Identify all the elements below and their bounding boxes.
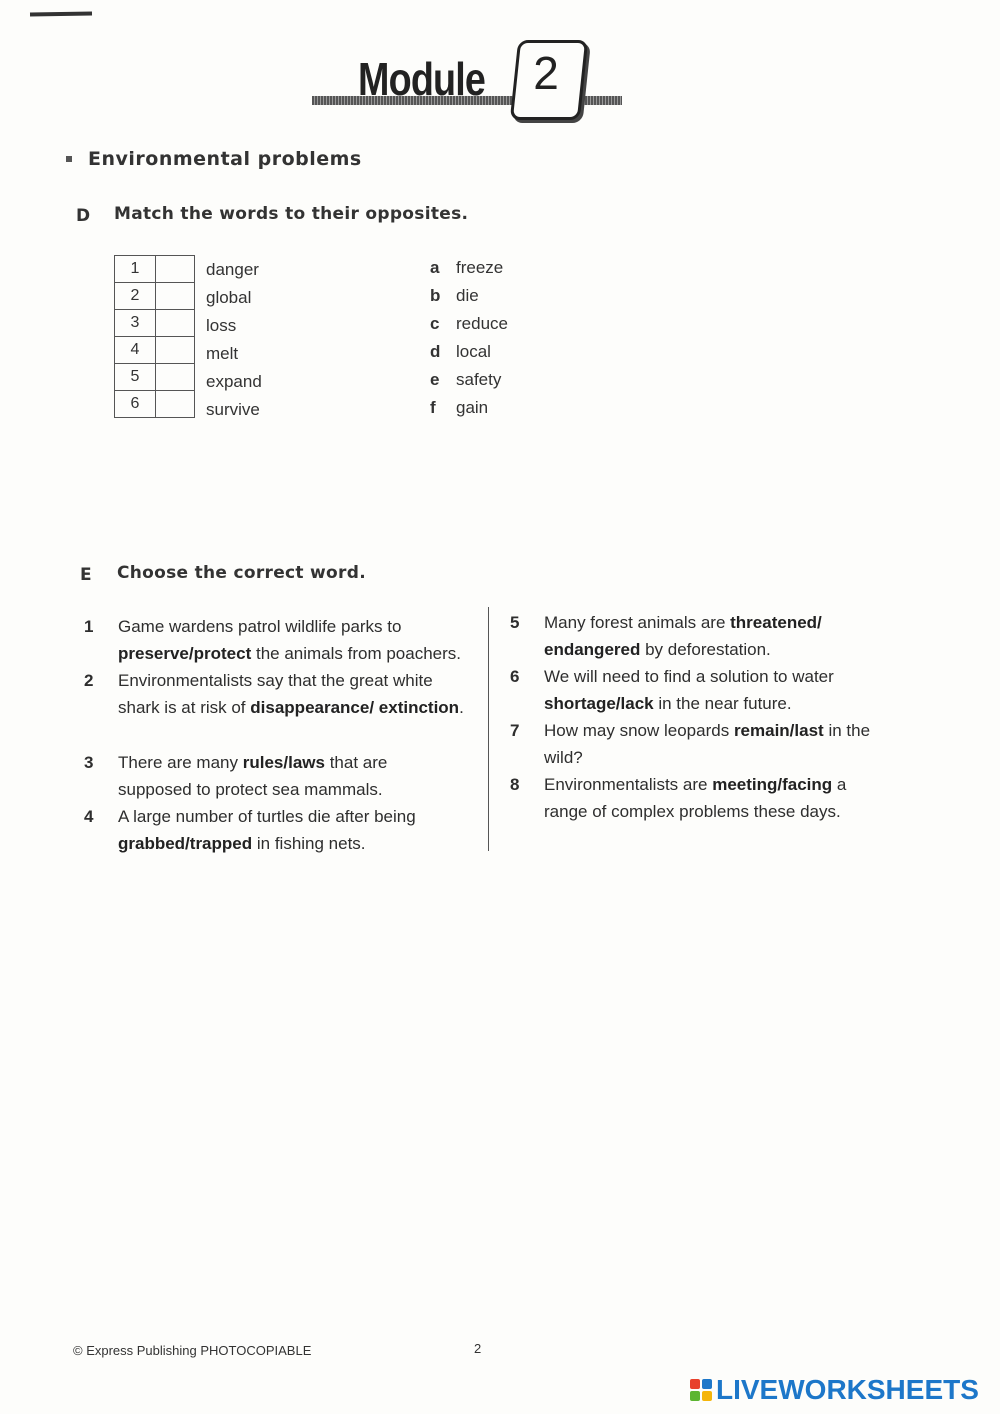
- question-post: in the near future.: [658, 694, 792, 713]
- liveworksheets-icon: [690, 1379, 712, 1401]
- option-word: die: [456, 286, 479, 305]
- match-answer-table: [114, 255, 195, 418]
- page-number: 2: [474, 1341, 482, 1356]
- module-number: 2: [533, 47, 559, 99]
- answer-box-3[interactable]: [156, 310, 195, 337]
- list-item: melt: [206, 344, 239, 363]
- question-text: [118, 803, 468, 857]
- choice-words[interactable]: shortage/lack: [544, 694, 654, 713]
- table-row: [115, 283, 195, 310]
- list-item: global: [206, 288, 252, 307]
- question-pre: Environmentalists are: [544, 775, 708, 794]
- list-item: [430, 284, 508, 312]
- answer-box-2[interactable]: [156, 283, 195, 310]
- opposites-list: [430, 256, 508, 424]
- answer-box-1[interactable]: [156, 256, 195, 283]
- row-number: 4: [115, 337, 156, 364]
- option-word: gain: [456, 398, 489, 417]
- question-pre: Environmentalists say that the great white shark is at risk of: [118, 671, 433, 717]
- list-item: danger: [206, 260, 259, 279]
- table-row: [115, 310, 195, 337]
- question-pre: There are many: [118, 753, 238, 772]
- option-word: freeze: [456, 258, 504, 277]
- question-pre: How may snow leopards: [544, 721, 730, 740]
- row-number: 2: [115, 283, 156, 310]
- option-letter: d: [430, 342, 441, 361]
- exercise-e-instruction: Choose the correct word.: [117, 563, 366, 583]
- section-bullet: [66, 156, 72, 162]
- question-text: [118, 667, 468, 721]
- question-number: 5: [510, 613, 520, 632]
- question-post: .: [459, 698, 464, 717]
- choice-words[interactable]: grabbed/trapped: [118, 834, 253, 853]
- question-number: 1: [84, 617, 94, 636]
- row-number: 6: [115, 391, 156, 418]
- question-pre: A large number of turtles die after being: [118, 807, 416, 826]
- row-number: 1: [115, 256, 156, 283]
- copyright-notice: © Express Publishing PHOTOCOPIABLE: [73, 1343, 312, 1358]
- question-text: [544, 663, 884, 717]
- question-number: 3: [84, 753, 94, 772]
- option-word: reduce: [456, 314, 508, 333]
- question-number: 4: [84, 807, 94, 826]
- logo-square-yellow: [702, 1391, 712, 1401]
- list-item: [430, 312, 508, 340]
- choice-words[interactable]: rules/laws: [242, 753, 325, 772]
- option-letter: c: [430, 314, 440, 333]
- question-post: a range of complex problems these days.: [544, 775, 847, 821]
- question-text: [544, 771, 886, 825]
- option-letter: e: [430, 370, 440, 389]
- question-post: that are supposed to protect sea mammals.: [118, 753, 388, 799]
- question-number: 7: [510, 721, 520, 740]
- question-post: in the wild?: [544, 721, 871, 767]
- word-list: [206, 258, 262, 426]
- choice-words[interactable]: remain/last: [733, 721, 824, 740]
- list-item: [430, 256, 508, 284]
- answer-box-4[interactable]: [156, 337, 195, 364]
- option-letter: f: [430, 398, 436, 417]
- question-post: in fishing nets.: [256, 834, 366, 853]
- row-number: 3: [115, 310, 156, 337]
- option-letter: a: [430, 258, 440, 277]
- logo-square-red: [690, 1379, 700, 1389]
- option-letter: b: [430, 286, 441, 305]
- choice-words[interactable]: disappearance/ extinction: [250, 698, 460, 717]
- row-number: 5: [115, 364, 156, 391]
- section-title: Environmental problems: [88, 148, 362, 170]
- choice-words[interactable]: preserve/protect: [118, 644, 252, 663]
- liveworksheets-wordmark: LIVEWORKSHEETS: [716, 1374, 979, 1405]
- column-divider: [488, 607, 489, 851]
- question-pre: Game wardens patrol wildlife parks to: [118, 617, 402, 636]
- question-post: by deforestation.: [645, 640, 771, 659]
- exercise-d-letter: D: [76, 206, 91, 226]
- list-item: survive: [206, 400, 260, 419]
- choice-words[interactable]: threatened/ endangered: [544, 613, 822, 659]
- option-word: local: [456, 342, 491, 361]
- list-item: [430, 396, 508, 424]
- exercise-d-instruction: Match the words to their opposites.: [114, 204, 469, 224]
- exercise-e-letter: E: [80, 565, 92, 585]
- table-row: [115, 364, 195, 391]
- question-number: 8: [510, 775, 520, 794]
- option-word: safety: [456, 370, 502, 389]
- logo-square-blue: [702, 1379, 712, 1389]
- question-number: 2: [84, 671, 94, 690]
- question-text: [544, 609, 874, 663]
- table-row: [115, 391, 195, 418]
- choice-words[interactable]: meeting/facing: [712, 775, 833, 794]
- answer-box-6[interactable]: [156, 391, 195, 418]
- question-text: [544, 717, 884, 771]
- question-text: [118, 749, 448, 803]
- answer-box-5[interactable]: [156, 364, 195, 391]
- table-row: [115, 256, 195, 283]
- module-title: Module: [358, 53, 486, 105]
- list-item: loss: [206, 316, 237, 335]
- question-number: 6: [510, 667, 520, 686]
- liveworksheets-logo: [690, 1374, 979, 1406]
- question-post: the animals from poachers.: [255, 644, 462, 663]
- list-item: [430, 340, 508, 368]
- question-pre: Many forest animals are: [544, 613, 726, 632]
- logo-square-green: [690, 1391, 700, 1401]
- list-item: expand: [206, 372, 262, 391]
- question-text: [118, 613, 488, 667]
- table-row: [115, 337, 195, 364]
- question-pre: We will need to find a solution to water: [544, 667, 834, 686]
- scan-mark: [30, 11, 92, 16]
- list-item: [430, 368, 508, 396]
